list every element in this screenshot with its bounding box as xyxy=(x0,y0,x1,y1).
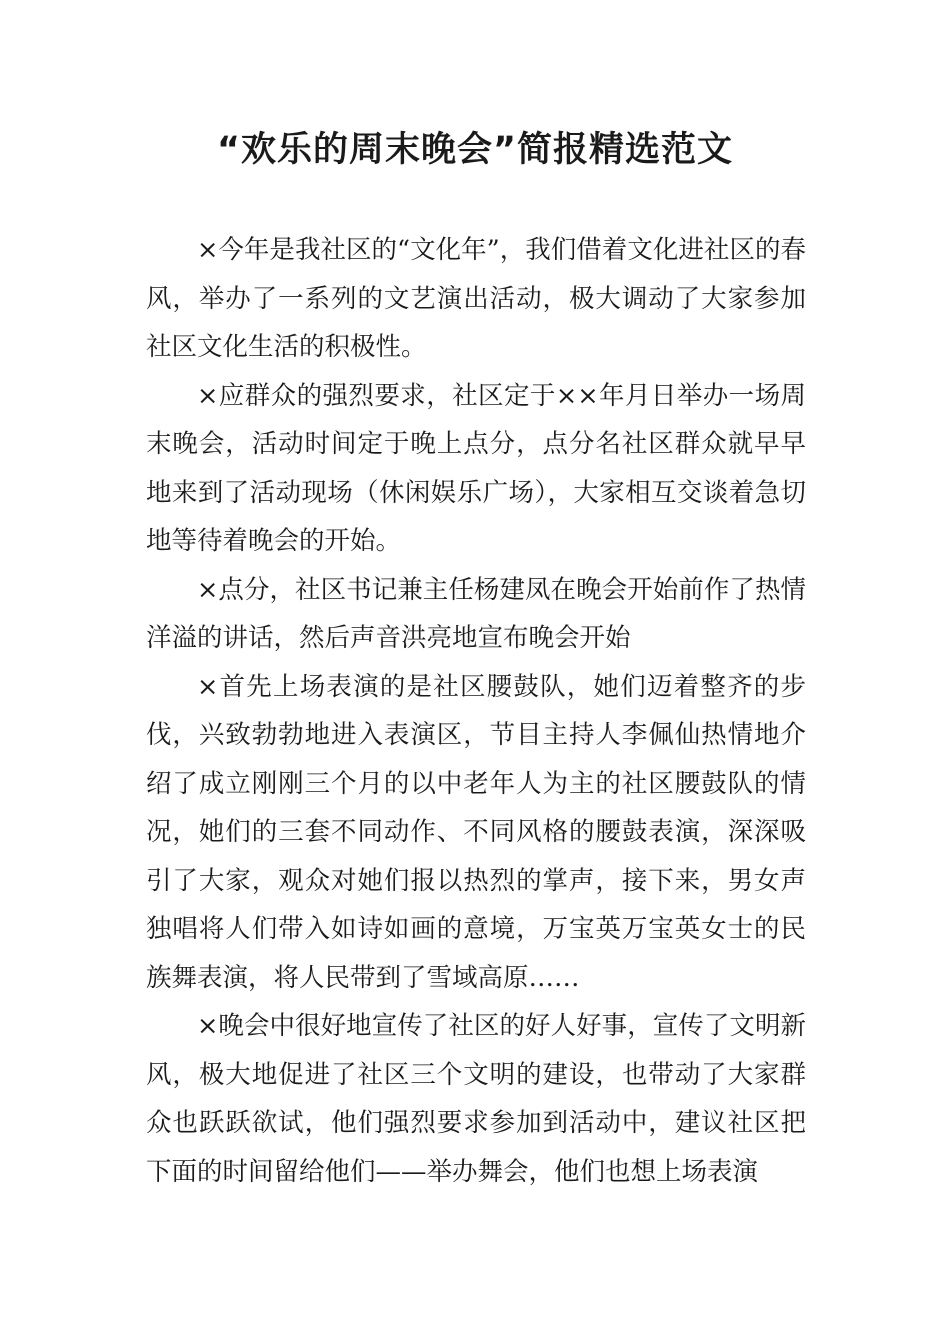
paragraph: ×晚会中很好地宣传了社区的好人好事，宣传了文明新风，极大地促进了社区三个文明的建设，也带动了大家群众也跃跃欲试，他们强烈要求参加到活动中，建议社区把下面的时间留给他们——举办舞会，他们也想上场表演 xyxy=(146,1011,806,1187)
paragraph: ×首先上场表演的是社区腰鼓队，她们迈着整齐的步伐，兴致勃勃地进入表演区，节目主持人李佩仙热情地介绍了成立刚刚三个月的以中老年人为主的社区腰鼓队的情况，她们的三套不同动作、不同风格的腰鼓表演，深深吸引了大家，观众对她们报以热烈的掌声，接下来，男女声独唱将人们带入如诗如画的意境，万宝英万宝英女士的民族舞表演，将人民带到了雪域高原…… xyxy=(146,671,806,993)
document-body xyxy=(146,226,806,1196)
document-title: “欢乐的周末晚会”简报精选范文 xyxy=(216,130,733,170)
paragraph: ×点分，社区书记兼主任杨建凤在晚会开始前作了热情洋溢的讲话，然后声音洪亮地宣布晚会开始 xyxy=(146,574,806,653)
paragraph: ×今年是我社区的“文化年”，我们借着文化进社区的春风，举办了一系列的文艺演出活动，极大调动了大家参加社区文化生活的积极性。 xyxy=(146,235,806,362)
paragraph: ×应群众的强烈要求，社区定于××年月日举办一场周末晚会，活动时间定于晚上点分，点分名社区群众就早早地来到了活动现场（休闲娱乐广场），大家相互交谈着急切地等待着晚会的开始。 xyxy=(146,380,806,556)
